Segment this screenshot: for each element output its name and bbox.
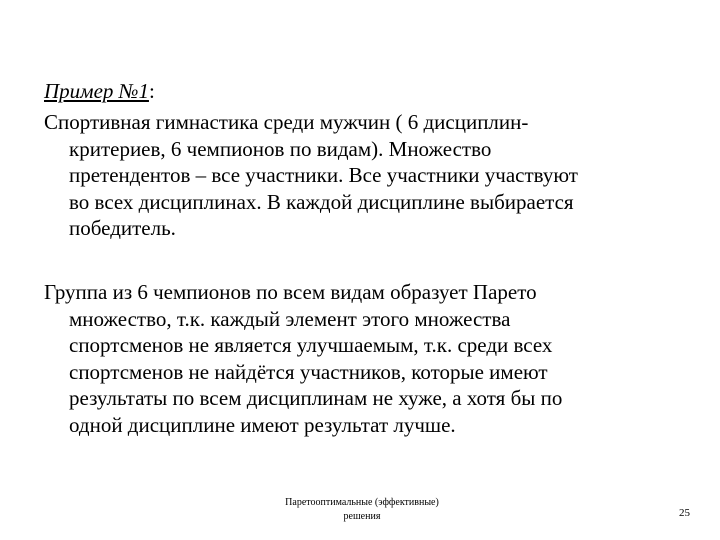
paragraph-line: Спортивная гимнастика среди мужчин ( 6 дисциплин- — [44, 110, 529, 134]
page-number: 25 — [679, 507, 690, 519]
example-heading-colon: : — [148, 79, 155, 103]
paragraph-line: множество, т.к. каждый элемент этого множества — [69, 306, 511, 331]
paragraph-line: спортсменов не найдётся участников, которые имеют — [69, 359, 548, 384]
paragraph-line: одной дисциплине имеют результат лучше. — [69, 412, 456, 437]
footer-caption — [256, 496, 468, 524]
footer-line: решения — [343, 511, 381, 522]
paragraph-pareto-explanation — [44, 279, 684, 438]
footer-line: Паретооптимальные (эффективные) — [285, 497, 439, 508]
paragraph-gymnastics-example — [44, 109, 684, 242]
paragraph-line: результаты по всем дисциплинам не хуже, а хотя бы по — [69, 386, 563, 410]
paragraph-line: победитель. — [69, 216, 176, 240]
paragraph-line: критериев, 6 чемпионов по видам). Множество — [69, 136, 492, 161]
paragraph-line: спортсменов не является улучшаемым, т.к. среди всех — [69, 333, 553, 357]
paragraph-line: Группа из 6 чемпионов по всем видам образует Парето — [44, 280, 537, 304]
paragraph-line: претендентов – все участники. Все участники участвуют — [69, 163, 578, 187]
example-heading-label: Пример №1 — [44, 79, 149, 103]
paragraph-line: во всех дисциплинах. В каждой дисциплине выбирается — [69, 189, 574, 214]
example-heading — [44, 78, 155, 104]
